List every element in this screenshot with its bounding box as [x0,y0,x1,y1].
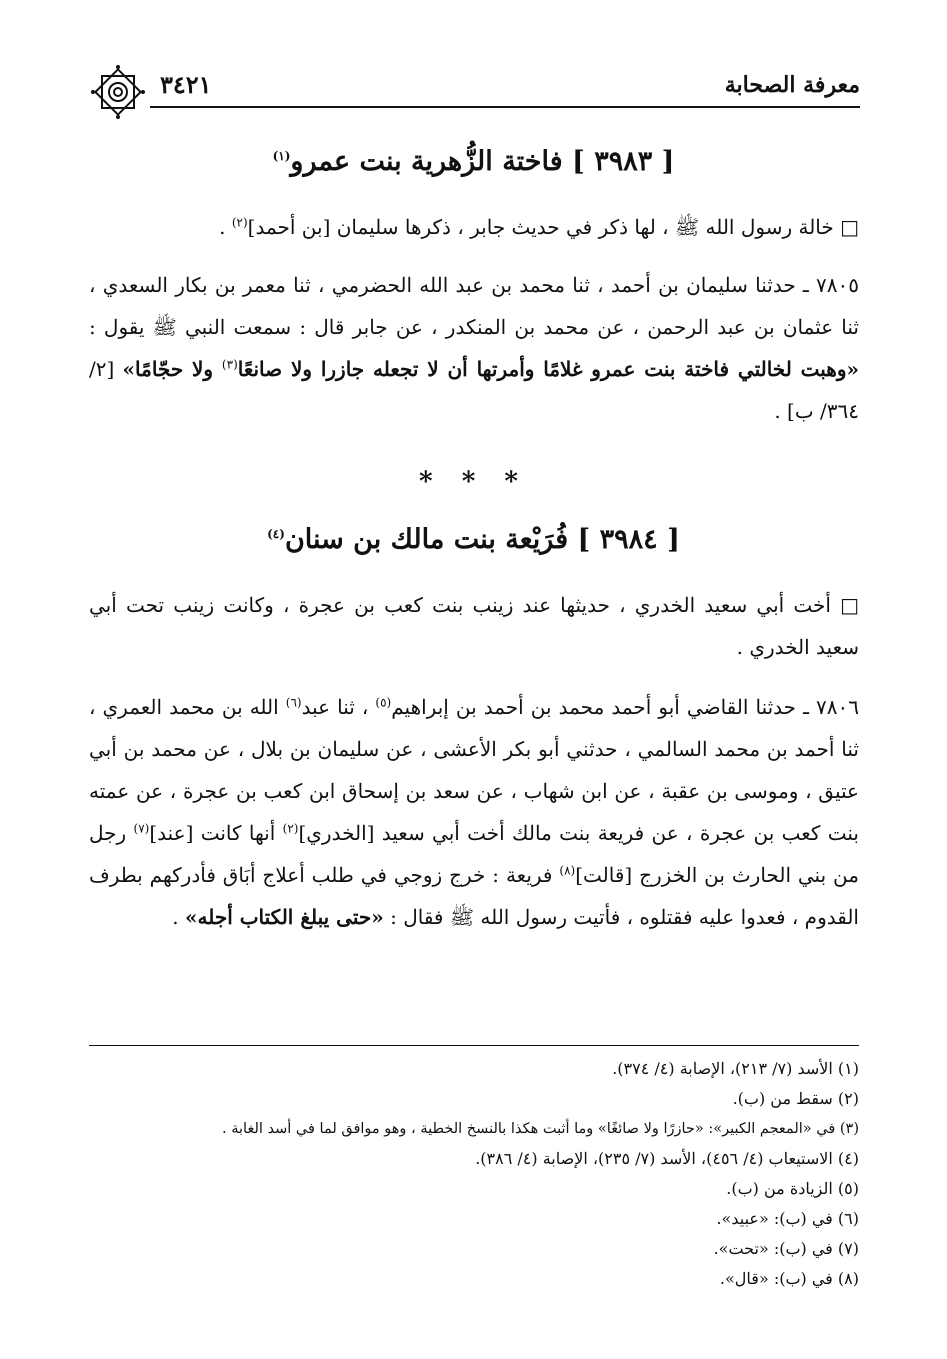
hadith-text: فريعة : خرج زوجي في طلب أعلاج أبَاق فأدركهم بطرف القدوم ، فعدوا عليه فقتلوه ، فأتيت رسول الله ﷺ فقال : [89,863,859,929]
header-rule [150,106,860,108]
hadith-quote-end: ولا حجّامًا» [122,357,222,381]
footnote-1: (١) الأسد (٧/ ٢١٣)، الإصابة (٤/ ٣٧٤). [612,1059,859,1078]
intro-text: □ خالة رسول الله ﷺ ، لها ذكر في حديث جابر ، ذكرها سليمان [بن أحمد] [247,215,859,239]
hadith-text: الله بن محمد العمري ، ثنا أحمد بن محمد السالمي ، حدثني أبو بكر الأعشى ، عن سليمان بن بلال ، عن محمد بن أبي عتيق ، وموسى بن عقبة ، عن ابن شهاب ، عن سعد بن إسحاق ابن كعب بن عجرة ، عن عمته بنت كعب بن عجرة ، عن فريعة بنت مالك أخت أبي سعيد [الخدري] [89,695,859,845]
hadith-text: ٧٨٠٥ ـ حدثنا سليمان بن أحمد ، ثنا محمد بن عبد الله الحضرمي ، ثنا معمر بن بكار السعدي ، ثنا عثمان بن عبد الرحمن ، عن محمد بن المنكدر ، عن جابر قال : سمعت النبي ﷺ يقول : [89,273,860,339]
footnote-rule [89,1045,859,1046]
hadith-text: ٧٨٠٦ ـ حدثنا القاضي أبو أحمد محمد بن أحمد بن إبراهيم [391,695,859,719]
footnotes [89,1054,859,1294]
footnote-ref: (٧) [133,821,150,836]
footnote-ref: (٣) [221,357,238,372]
heading-text: [ ٣٩٨٣ ] فاختة الزُّهرية بنت عمرو [290,146,675,177]
footnote-ref: (٥) [375,695,392,710]
footnote-ref: (٤) [267,527,285,541]
manuscript-ref: [٢/ ٣٦٤/ ب] . [89,357,859,423]
page-number: ٣٤٢١ [160,70,212,99]
footnote-2: (٢) سقط من (ب). [732,1089,859,1108]
footnote-ref: (١) [272,149,291,163]
intro-end: . [219,215,232,239]
footnote-4: (٤) الاستيعاب (٤/ ٤٥٦)، الأسد (٧/ ٢٣٥)، الإصابة (٤/ ٣٨٦). [475,1149,859,1168]
footnote-ref: (٢) [282,821,299,836]
entry-heading-3984 [0,524,947,555]
hadith-text: رجل من بني الحارث بن الخزرج [قالت] [89,821,859,887]
hadith-text: ، ثنا عبد [301,695,376,719]
hadith-7806 [89,686,859,938]
running-title: معرفة الصحابة [724,72,860,98]
footnote-5: (٥) الزيادة من (ب). [726,1179,859,1198]
heading-text: [ ٣٩٨٤ ] فُرَيْعة بنت مالك بن سنان [284,524,680,555]
hadith-7805 [89,264,859,432]
entry-intro-3984: □ أخت أبي سعيد الخدري ، حديثها عند زينب بنت كعب بن عجرة ، وكانت زينب تحت أبي سعيد الخدري . [89,593,859,659]
footnote-7: (٧) في (ب): «تحت». [713,1239,859,1258]
section-separator: * * * [419,467,528,497]
footnote-6: (٦) في (ب): «عبيد». [716,1209,859,1228]
page-header [90,70,860,110]
entry-intro-3983 [89,206,859,248]
footnote-ref: (٨) [559,863,576,878]
entry-heading-3983 [0,146,947,177]
footnote-8: (٨) في (ب): «قال». [719,1269,859,1288]
hadith-end: . [172,905,185,929]
footnote-ref: (٦) [285,695,302,710]
ornament-icon [90,64,146,120]
hadith-quote: «وهبت لخالتي فاختة بنت عمرو غلامًا وأمرتها أن لا تجعله جازرا ولا صانعًا [237,357,859,381]
footnote-3: (٣) في «المعجم الكبير»: «حازرًا ولا صائغًا» وما أثبت هكذا بالنسخ الخطية ، وهو موافق لما في أسد الغابة . [222,1121,859,1137]
hadith-text: أنها كانت [عند] [149,821,283,845]
footnote-ref: (٢) [231,215,248,230]
hadith-quote: «حتى يبلغ الكتاب أجله» [184,905,384,929]
